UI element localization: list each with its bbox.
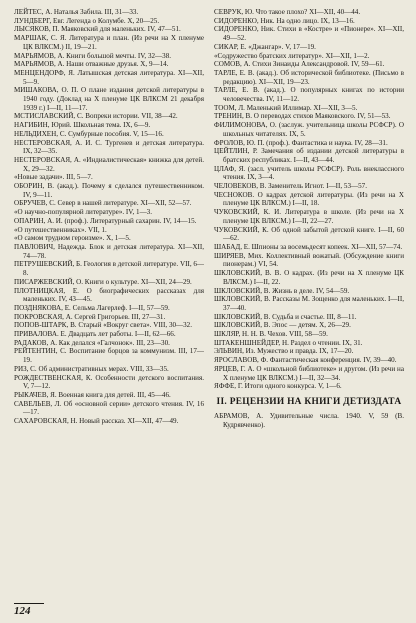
index-entry: ЯРОСЛАВОВ, Ф. Фантастическая конференция. IV, 39—40.	[214, 356, 397, 365]
index-entry: ТРЕНИН, В. О переводах стихов Маяковского. IV, 51—53.	[214, 112, 391, 121]
index-entry: ШКЛОВСКИЙ, В. Судьба и счастье. III, 8—11.	[214, 312, 357, 321]
index-entry: ЛУНДБЕРГ, Евг. Легенда о Колумбе. X, 20—25.	[14, 16, 160, 25]
index-entry: РЕЙТЕНТИН, С. Воспитание борцов за коммунизм. III, 17—19.	[14, 347, 204, 365]
index-entry: ЭЛЬВИН, Из. Мужество и правда. IX, 17—20.	[214, 347, 354, 356]
right-entries	[214, 8, 404, 391]
index-entry: РЫКАЧЕВ, Я. Военная книга для детей. III, 45—46.	[14, 390, 171, 399]
index-entry: ОБРУЧЕВ, С. Север в нашей литературе. XI—XII, 52—57.	[14, 199, 192, 208]
index-entry: ШКЛОВСКИЙ, В. Эпос — детям. X, 26—29.	[214, 321, 351, 330]
index-entry: ФРОЛОВ, Ю. П. (проф.). Фантастика и наука. IV, 28—31.	[214, 138, 388, 147]
index-entry: РОЖДЕСТВЕНСКАЯ, К. Особенности детского воспитания. V, 7—12.	[14, 373, 204, 391]
index-entry: ЛЫСЯКОВ, П. Маяковский для маленьких. IV, 47—51.	[14, 25, 181, 34]
index-entry: ТООМ, Л. Маленький Иллимар. XI—XII, 3—5.	[214, 103, 358, 112]
index-entry: РАДАКОВ, А. Как делался «Галчонок». III, 23—30.	[14, 338, 170, 347]
index-entry: СИДОРЕНКО, Ник. На одно лицо. IX, 13—16.	[214, 16, 355, 25]
index-entry: ПЕТРУШЕВСКИЙ, Б. Геология в детской литературе. VII, 6—8.	[14, 260, 205, 278]
index-entry: МАРЬЯМОВ, А. Наши отважные друзья. X, 9—14.	[14, 60, 169, 69]
index-entry: СИКАР, Е. «Джангар». V, 17—19.	[214, 42, 316, 51]
index-entry: РИЗ, С. Об административных мерах. VIII, 33—35.	[14, 364, 169, 373]
index-entry: СЕВРУК, Ю. Что такое плохо? XI—XII, 40—44.	[214, 8, 361, 16]
index-entry: САХАРОВСКАЯ, Н. Новый рассказ. XI—XII, 47—49.	[14, 417, 179, 426]
index-entry: ЦЕЙТЛИН, Р. Замечания об издании детской литературы в братских республиках. I—II, 43—44.	[214, 147, 404, 164]
index-entry: МЕНЦЕНДОРФ, Я. Латышская детская литература. XI—XII, 5—9.	[14, 68, 204, 86]
index-columns	[14, 8, 404, 429]
index-entry: НАГИБИН, Юрий. Школьная тема. IX, 6—9.	[14, 121, 151, 130]
index-entry: ПАВЛОВИЧ, Надежда. Блок и детская литература. XI—XII, 74—78.	[14, 242, 204, 260]
index-entry: ЯФФЕ, Г. Итоги одного конкурса. V, 1—6.	[214, 382, 342, 391]
index-entry: ЦЛАФ, Я. (засл. учитель школы РСФСР). Роль внеклассного чтения. IX, 3—4.	[214, 164, 404, 182]
index-entry: АБРАМОВ, А. Удивительные числа. 1940. V, 59 (В. Кудрявченко).	[214, 411, 404, 429]
index-entry: ЯРЦЕВ, Г. А. О «школьной библиотеке» и другом. (Из речи на X пленуме ЦК ВЛКСМ.) I—II, 32—34.	[214, 364, 404, 382]
index-entry: «О научно-популярной литературе». IV, 1—3.	[14, 208, 153, 217]
index-entry: ШТАКЕНШНЕЙДЕР, Н. Раздел о чтении. IX, 31.	[214, 338, 363, 347]
index-entry: ПОЗДНЯКОВА, Е. Сельма Лагерлеф. I—II, 57—59.	[14, 303, 170, 312]
index-entry: ЛЕЙТЕС, А. Наталья Забила. III, 31—33.	[14, 8, 139, 16]
index-entry: МАРШАК, С. Я. Литература и план. (Из речи на X пленуме ЦК ВЛКСМ.) II, 19—21.	[14, 34, 204, 51]
index-entry: ШКЛОВСКИЙ, В. Рассказы М. Зощенко для маленьких. I—II, 37—40.	[214, 295, 404, 312]
page-number: 124	[14, 603, 44, 617]
left-column	[14, 8, 204, 429]
index-entry: МИШАКОВА, О. П. О плане издания детской литературы в 1940 году. (Доклад на X пленуме ЦК ВЛКСМ 21 декабря 1939 г.) I—II, 11—17.	[14, 86, 204, 112]
index-entry: ЧЕСНОКОВ. О кадрах детской литературы. (Из речи на X пленуме ЦК ВЛКСМ.) I—II, 18.	[214, 190, 404, 208]
index-entry: СОМОВ, А. Стихи Зинаиды Александровой. IV, 59—61.	[214, 60, 385, 69]
index-entry: ШКЛОВСКИЙ, В. В. О кадрах. (Из речи на X пленуме ЦК ВЛКСМ.) I—II, 22.	[214, 269, 404, 286]
index-entry: ТАРЛЕ, Е. В. (акад.). О популярных книгах по истории человечества. IV, 11—12.	[214, 86, 404, 104]
index-entry: ШКЛОВСКИЙ, В. Жизнь в деле. IV, 54—59.	[214, 286, 350, 295]
index-entry: НЕСТЕРОВСКАЯ, А. «Индиалистическая» книжка для детей. X, 29—32.	[14, 155, 204, 173]
index-entry: ТАРЛЕ, Е. В. (акад.). Об исторической библиотеке. (Письмо в редакцию). XI—XII, 19—23.	[214, 68, 404, 86]
index-entry: ПОПОВ-ШТАРК, В. Старый «Вокруг света». VIII, 30—32.	[14, 321, 193, 330]
index-entry: МСТИСЛАВСКИЙ, С. Вопреки истории. VII, 38—42.	[14, 112, 178, 121]
section-entries	[214, 412, 404, 429]
index-entry: «О самом трудном героизме». X, 1—5.	[14, 234, 131, 243]
index-entry: ОПАРИН, А. И. (проф.). Литературный сахарин. IV, 14—15.	[14, 216, 197, 225]
index-entry: ПОКРОВСКАЯ, А. Сергей Григорьев. III, 27—31.	[14, 312, 166, 321]
index-entry: ПРИВАЛОВА. Е. Двадцать лет работы. I—II, 62—66.	[14, 330, 176, 339]
index-entry: МАРЬЯМОВ, А. Книги большой мечты. IV, 32—38.	[14, 51, 172, 60]
index-entry: «Новые задачи». III, 5—7.	[14, 173, 93, 182]
index-entry: ПИСАРЖЕВСКИЙ, О. Книги о культуре. XI—XII, 24—29.	[14, 277, 192, 286]
index-entry: ОБОРИН, В. (акад.). Почему я сделался путешественником. IV, 9—11.	[14, 182, 204, 199]
index-entry: «Содружество братских литератур». XI—XII, 1—2.	[214, 51, 370, 60]
index-entry: СИДОРЕНКО, Ник. Стихи в «Костре» и «Пионере». XI—XII, 49—52.	[214, 25, 404, 43]
index-entry: ШКЛЯР, Н. Н. В. Чехов. VIII, 58—59.	[214, 330, 328, 339]
index-entry: ЧУКОВСКИЙ, К. И. Литература в школе. (Из речи на X пленуме ЦК ВЛКСМ.) I—II, 22—27.	[214, 208, 404, 225]
index-entry: САВЕЛЬЕВ, Л. Об «основной серии» детского чтения. IV, 16—17.	[14, 399, 204, 417]
section-heading: II. РЕЦЕНЗИИ НА КНИГИ ДЕТИЗДАТА	[216, 396, 402, 407]
index-entry: ПЛОТНИЦКАЯ, Е. О биографических рассказах для маленьких. IV, 43—45.	[14, 286, 204, 304]
index-entry: НЕЛЬДИХЕН, С. Сумбурные пособия. V, 15—16.	[14, 129, 164, 138]
index-entry: ЧУКОВСКИЙ, К. Об одной забытой детской книге. I—II, 60—62.	[214, 225, 404, 243]
index-entry: НЕСТЕРОВСКАЯ, А. И. С. Тургенев и детская литература. IX, 32—35.	[14, 138, 204, 156]
index-entry: ЧЕЛОВЕКОВ, В. Заменитель Игнот. I—II, 53—57.	[214, 182, 367, 191]
index-entry: ФИЛИМОНОВА, О. (заслуж. учительница школы РСФСР). О школьных читателях. IX, 5.	[214, 121, 404, 138]
index-entry: ШИРЯЕВ, Мих. Коллективный вожатый. (Обсуждение книги пионерам.) VI, 54.	[214, 251, 404, 269]
index-entry: ШАБАД, Е. Шпионы за восемьдесят копеек. XI—XII, 57—74.	[214, 242, 403, 251]
index-entry: «О путешественниках». VII, 1.	[14, 225, 107, 234]
right-column	[214, 8, 404, 429]
